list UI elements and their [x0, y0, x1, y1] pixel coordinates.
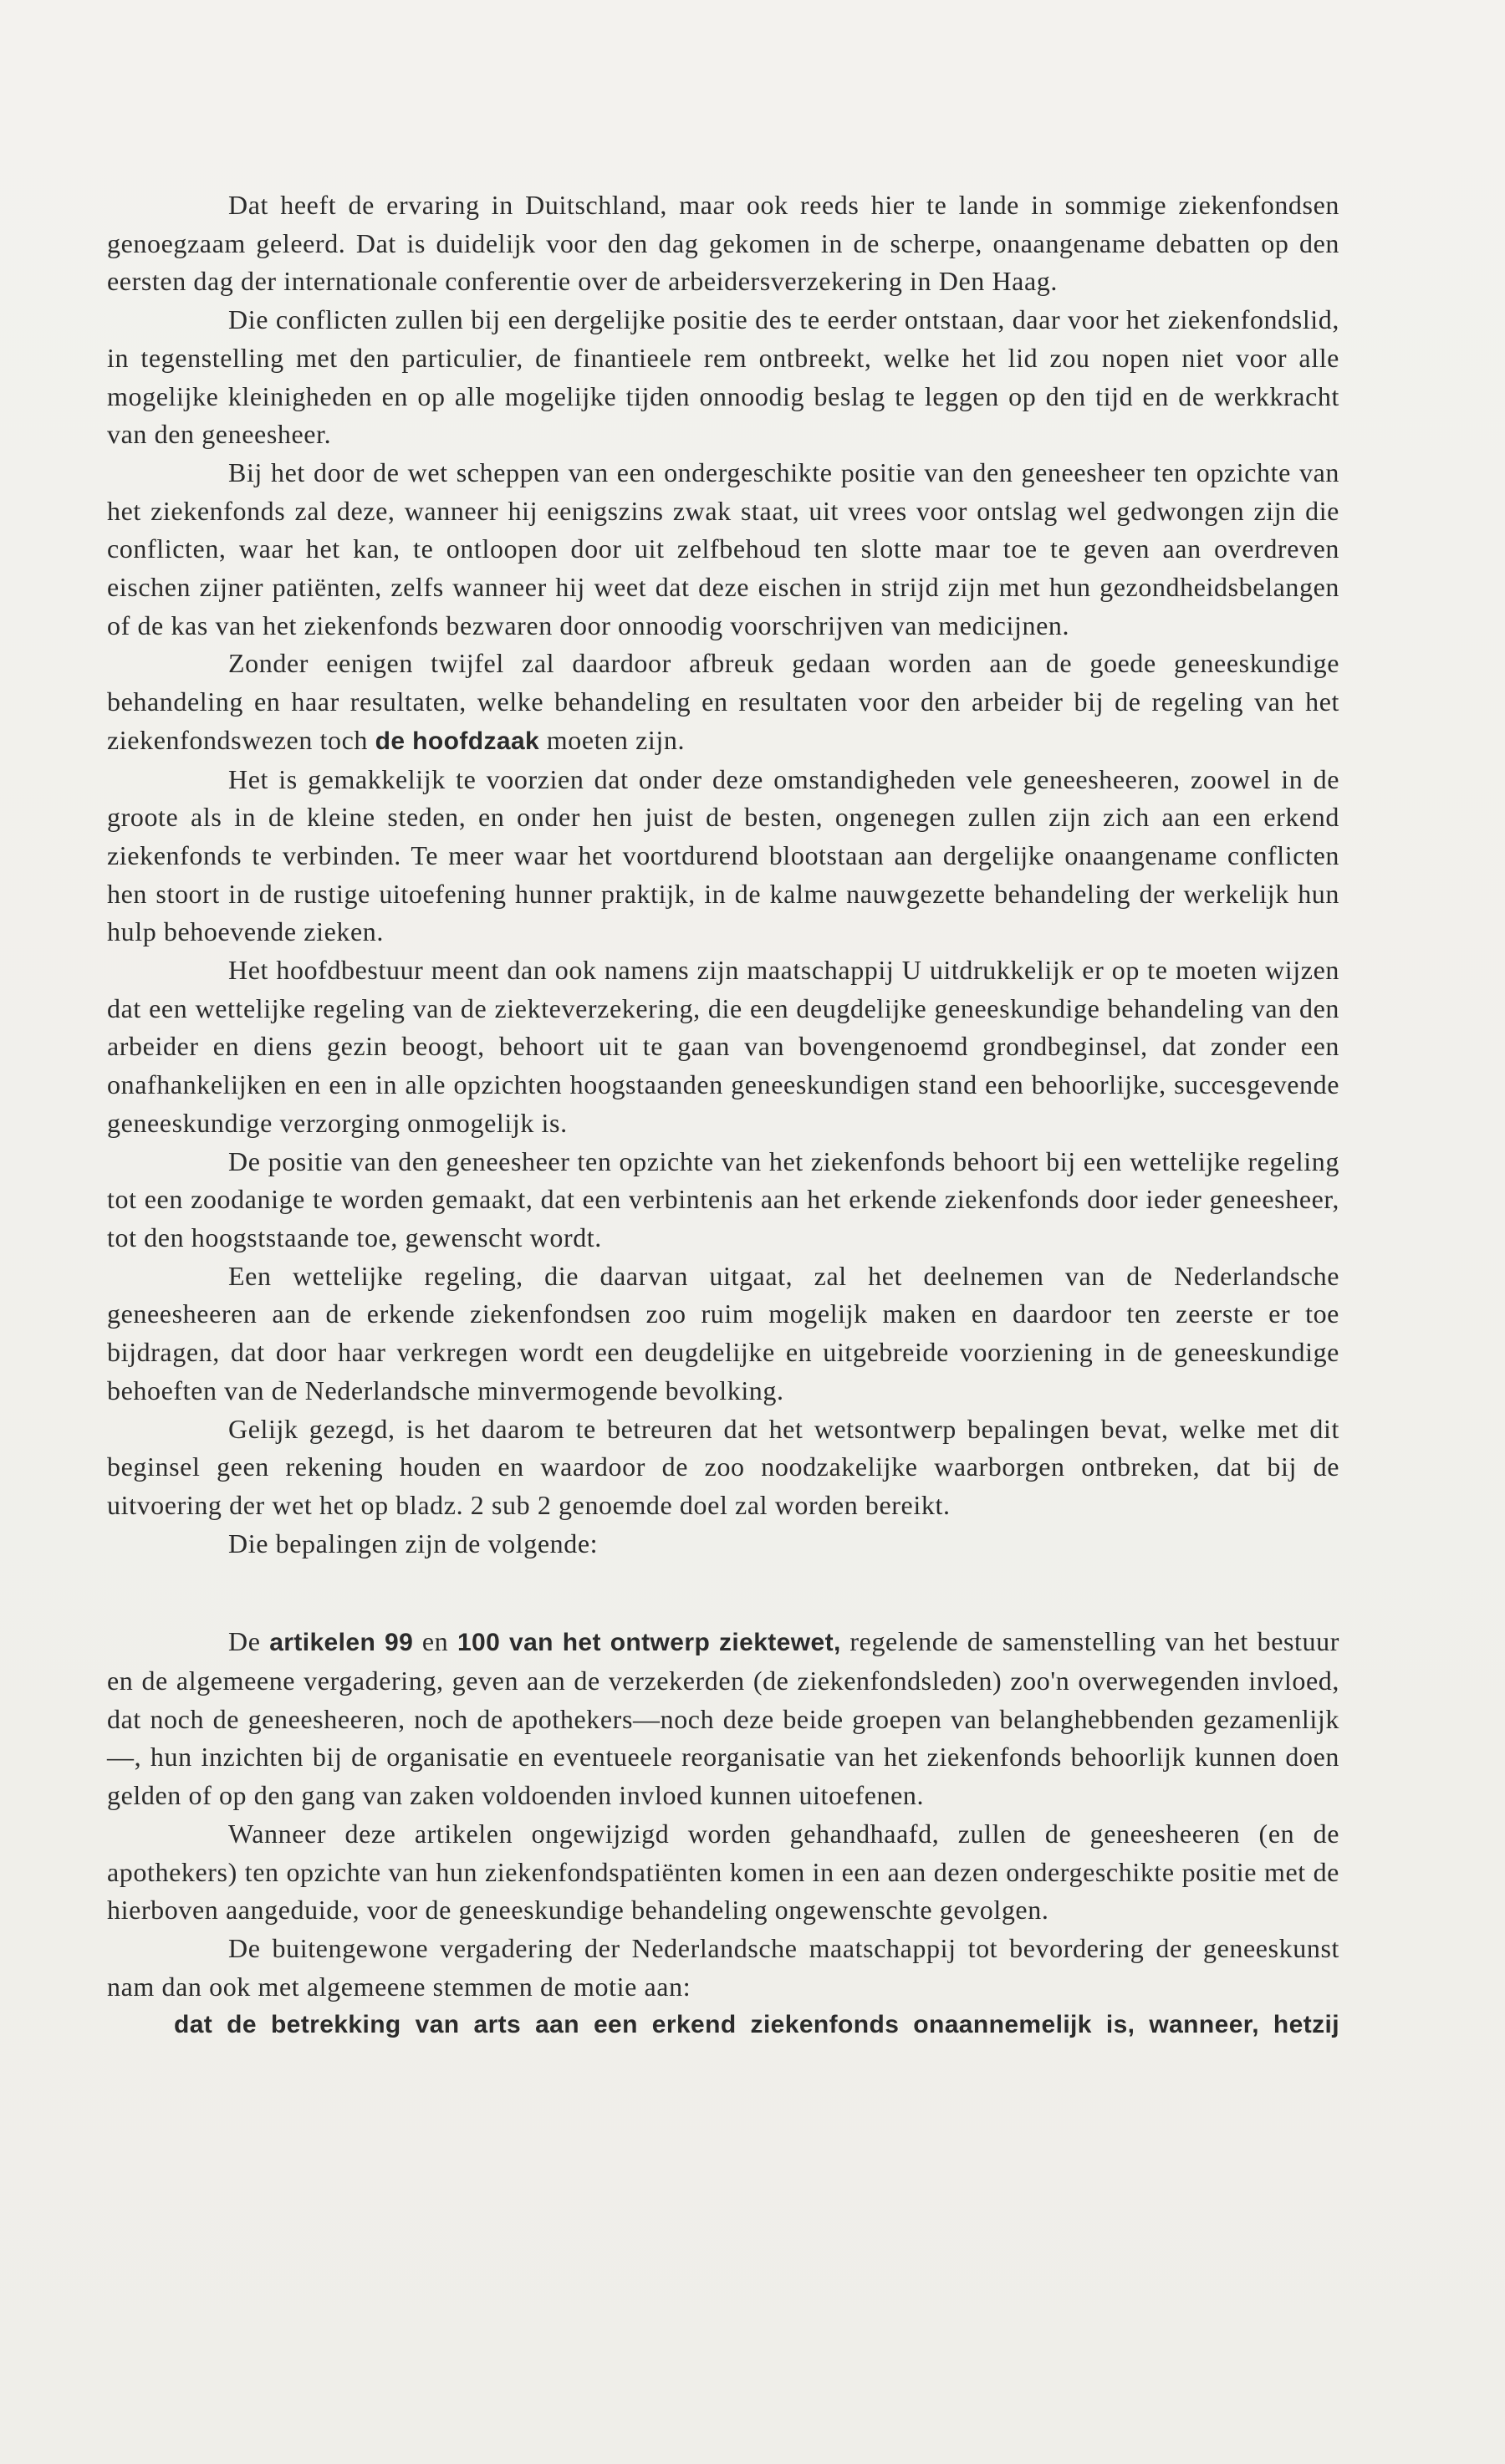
emphasis-text: artikelen 99 — [269, 1629, 414, 1657]
emphasis-text: de hoofdzaak — [375, 727, 540, 755]
paragraph — [107, 1623, 1339, 1815]
paragraph: De buitengewone vergadering der Nederlandsche maatschappij tot bevordering der geneeskunst nam dan ook met algemeene stemmen de motie aan: — [107, 1932, 1339, 2002]
paragraph-text: moeten zijn. — [539, 724, 686, 755]
paragraph: Dat heeft de ervaring in Duitschland, maar ook reeds hier te lande in sommige ziekenfondsen genoegzaam geleerd. Dat is duidelijk voor den dag gekomen in de scherpe, onaangename debatten op den eersten dag der internationale conferentie over de arbeidersverzekering in Den Haag. — [107, 190, 1339, 297]
paragraph-text: regelende de samenstelling van het bestuur en de algemeene vergadering, geven aan de verzekerden (de ziekenfondsleden) zoo'n overwegenden invloed, dat noch de geneesheeren, noch de apothekers—noch deze beide groepen van belanghebbenden gezamenlijk —, hun inzichten bij de organisatie en eventueele reorganisatie van het ziekenfonds behoorlijk kunnen doen gelden of op den gang van zaken voldoenden invloed kunnen uitoefenen. — [107, 1626, 1339, 1811]
paragraph: Een wettelijke regeling, die daarvan uitgaat, zal het deelnemen van de Nederlandsche geneesheeren aan de erkende ziekenfondsen zoo ruim mogelijk maken en daardoor ten zeerste er toe bijdragen, dat door haar verkregen wordt een deugdelijke en uitgebreide voorziening in de geneeskundige behoeften van de Nederlandsche minvermogende bevolking. — [107, 1260, 1339, 1405]
paragraph: Het is gemakkelijk te voorzien dat onder deze omstandigheden vele geneesheeren, zoowel in de groote als in de kleine steden, en onder hen juist de besten, ongenegen zullen zijn zich aan een erkend ziekenfonds te verbinden. Te meer waar het voortdurend blootstaan aan dergelijke onaangename conflicten hen stoort in de rustige uitoefening hunner praktijk, in de kalme nauwgezette behandeling der werkelijk hun hulp behoevende zieken. — [107, 763, 1339, 947]
paragraph-text: Zonder eenigen twijfel zal daardoor afbreuk gedaan worden aan de goede geneeskundige behandeling en haar resultaten, welke behandeling en resultaten voor den arbeider bij de regeling van het ziekenfondswezen toch — [107, 648, 1339, 755]
paragraph — [107, 645, 1339, 760]
body-text — [107, 186, 1339, 2044]
paragraph: Het hoofdbestuur meent dan ook namens zijn maatschappij U uitdrukkelijk er op te moeten wijzen dat een wettelijke regeling van de ziekteverzekering, die een deugdelijke geneeskundige behandeling van den arbeider en diens gezin beoogt, behoort uit te gaan van bovengenoemd grondbeginsel, dat zonder een onafhankelijken en een in alle opzichten hoogstaanden geneeskundigen stand een behoorlijke, succesgevende geneeskundige verzorging onmogelijk is. — [107, 955, 1339, 1138]
paragraph: Gelijk gezegd, is het daarom te betreuren dat het wetsontwerp bepalingen bevat, welke met dit beginsel geen rekening houden en waardoor de zoo noodzakelijke waarborgen ontbreken, dat bij de uitvoering der wet het op bladz. 2 sub 2 genoemde doel zal worden bereikt. — [107, 1413, 1339, 1520]
paragraph: Wanneer deze artikelen ongewijzigd worden gehandhaafd, zullen de geneesheeren (en de apothekers) ten opzichte van hun ziekenfondspatiënten komen in een aan dezen ondergeschikte positie met de hierboven aangeduide, voor de geneeskundige behandeling ongewenschte gevolgen. — [107, 1818, 1339, 1926]
paragraph-gap — [107, 1563, 1339, 1623]
paragraph: Bij het door de wet scheppen van een ondergeschikte positie van den geneesheer ten opzichte van het ziekenfonds zal deze, wanneer hij eenigszins zwak staat, uit vrees voor ontslag wel gedwongen zijn die conflicten, waar het kan, te ontloopen door uit zelfbehoud ten slotte maar toe te geven aan overdreven eischen zijner patiënten, zelfs wanneer hij weet dat deze eischen in strijd zijn met hun gezondheidsbelangen of de kas van het ziekenfonds bezwaren door onnoodig voorschrijven van medicijnen. — [107, 457, 1339, 640]
paragraph-text: De — [228, 1626, 270, 1657]
paragraph: Die conflicten zullen bij een dergelijke positie des te eerder ontstaan, daar voor het ziekenfondslid, in tegenstelling met den particulier, de finantieele rem ontbreekt, welke het lid zou nopen niet voor alle mogelijke kleinigheden en op alle mogelijke tijden onnoodig beslag te leggen op den tijd en de werkkracht van den geneesheer. — [107, 304, 1339, 450]
paragraph-text: en — [413, 1626, 457, 1657]
paragraph: De positie van den geneesheer ten opzichte van het ziekenfonds behoort bij een wettelijke regeling tot een zoodanige te worden gemaakt, dat een verbintenis aan het erkende ziekenfonds door ieder geneesheer, tot den hoogststaande toe, gewenscht wordt. — [107, 1145, 1339, 1252]
paragraph: Die bepalingen zijn de volgende: — [228, 1528, 599, 1558]
motion-text: dat de betrekking van arts aan een erkend ziekenfonds onaannemelijk is, wanneer, hetzij — [174, 2011, 1339, 2039]
emphasis-text: 100 van het ontwerp ziektewet, — [457, 1629, 841, 1657]
